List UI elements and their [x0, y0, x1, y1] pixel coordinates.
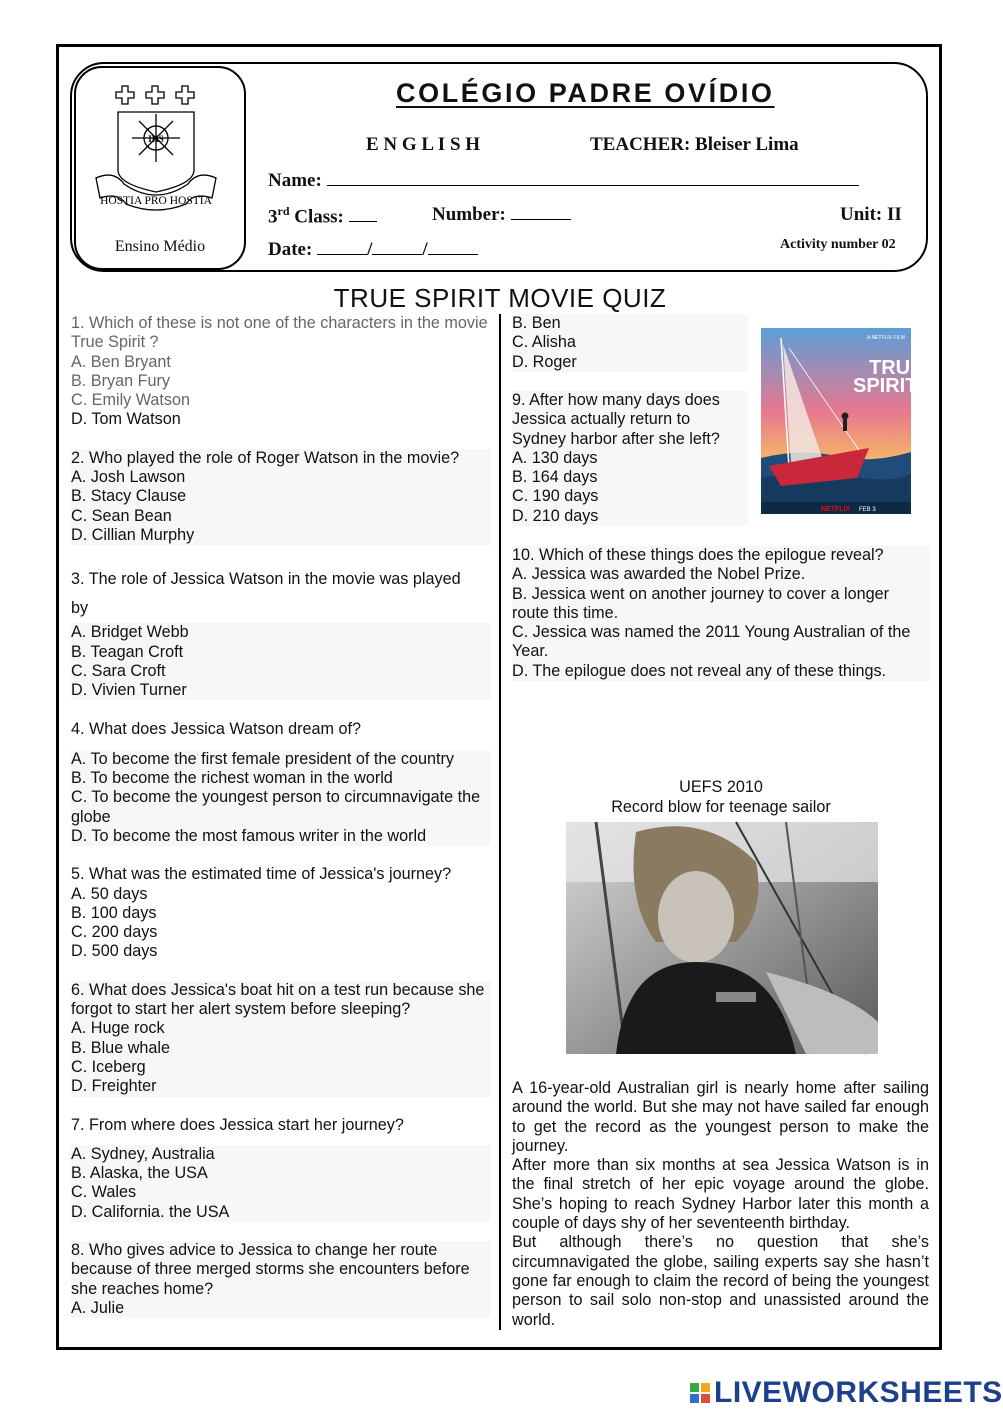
option-1a[interactable]: A. Ben Bryant — [71, 352, 171, 371]
option-5a[interactable]: A. 50 days — [71, 884, 148, 903]
option-8c[interactable]: C. Alisha — [512, 333, 576, 352]
quiz-title: TRUE SPIRIT MOVIE QUIZ — [333, 283, 667, 313]
question-1 — [71, 314, 491, 430]
question-8-continued — [512, 314, 748, 372]
article-paragraph-2: After more than six months at sea Jessica Watson is in the final stretch of her epic voyage around the globe. She’s hoping to reach Sydney Harbor later this month a couple of days shy of her seventeenth birthday. — [512, 1156, 929, 1233]
option-5b[interactable]: B. 100 days — [71, 903, 157, 922]
education-level: Ensino Médio — [114, 238, 206, 255]
option-5d[interactable]: D. 500 days — [71, 942, 158, 961]
liveworksheets-wordmark: LIVEWORKSHEETS — [714, 1376, 1003, 1409]
option-3c[interactable]: C. Sara Croft — [71, 661, 166, 680]
liveworksheets-logo[interactable] — [690, 1376, 1003, 1410]
subject-label: E N G L I S H — [366, 134, 481, 155]
poster-netflix-logo: NETFLIX — [821, 506, 851, 513]
option-4a[interactable]: A. To become the first female president of the country — [71, 749, 455, 768]
class-label-sup: rd — [277, 204, 290, 218]
poster-release-date: FEB 3 — [859, 507, 876, 513]
question-6-text: 6. What does Jessica's boat hit on a test run because she forgot to start her alert system before sleeping? — [71, 980, 485, 1019]
school-crest-icon — [94, 78, 232, 218]
question-10-text: 10. Which of these things does the epilogue reveal? — [512, 546, 884, 564]
option-7a[interactable]: A. Sydney, Australia — [71, 1144, 215, 1163]
option-8a[interactable]: A. Julie — [71, 1298, 125, 1317]
poster-artwork-icon — [761, 328, 924, 514]
date-row — [268, 239, 478, 261]
class-label: Class: — [289, 206, 344, 228]
liveworksheets-grid-icon — [690, 1383, 710, 1403]
question-2 — [71, 449, 491, 545]
number-field[interactable] — [511, 205, 571, 220]
column-divider — [499, 314, 501, 1330]
poster-title-line2: SPIRIT — [853, 375, 918, 397]
date-month-field[interactable] — [372, 240, 422, 255]
question-5-text: 5. What was the estimated time of Jessica's journey? — [71, 865, 452, 884]
option-2c[interactable]: C. Sean Bean — [71, 506, 172, 525]
article-paragraph-1: A 16-year-old Australian girl is nearly home after sailing around the world. But she may not have sailed far enough to get the record as the youngest person to make the journey. — [512, 1079, 929, 1155]
date-day-field[interactable] — [317, 240, 367, 255]
question-6 — [71, 981, 491, 1097]
option-1c[interactable]: C. Emily Watson — [71, 391, 191, 410]
option-2d[interactable]: D. Cillian Murphy — [71, 525, 195, 544]
date-slash-1: / — [367, 239, 373, 260]
name-field[interactable] — [327, 171, 859, 186]
name-label: Name: — [268, 170, 322, 191]
question-5 — [71, 865, 491, 961]
question-9-text: 9. After how many days does Jessica actually return to Sydney harbor after she left? — [512, 391, 720, 448]
question-3-text: 3. The role of Jessica Watson in the movie was played — [71, 570, 461, 589]
class-label-prefix: 3 — [268, 206, 278, 228]
option-4b[interactable]: B. To become the richest woman in the world — [71, 769, 393, 788]
option-2a[interactable]: A. Josh Lawson — [71, 468, 186, 487]
crest-emblem-text: IHS — [148, 134, 164, 144]
poster-title-line1: TRUE — [869, 357, 924, 379]
option-3a[interactable]: A. Bridget Webb — [71, 623, 189, 642]
source-label: UEFS 2010 — [679, 778, 763, 796]
question-2-text: 2. Who played the role of Roger Watson in the movie? — [71, 448, 460, 467]
option-10a[interactable]: A. Jessica was awarded the Nobel Prize. — [512, 565, 806, 584]
sailor-photo — [566, 822, 878, 1054]
question-3-text-cont: by — [71, 599, 89, 618]
school-name: COLÉGIO PADRE OVÍDIO — [396, 78, 775, 108]
number-label: Number: — [432, 204, 506, 225]
question-10 — [512, 546, 930, 681]
name-row — [268, 170, 859, 192]
left-column — [71, 314, 491, 1318]
option-6c[interactable]: C. Iceberg — [71, 1057, 146, 1076]
question-8 — [71, 1241, 491, 1318]
teacher-label: TEACHER: Bleiser Lima — [590, 134, 799, 155]
option-6a[interactable]: A. Huge rock — [71, 1019, 165, 1038]
question-3 — [71, 565, 491, 700]
option-1b[interactable]: B. Bryan Fury — [71, 371, 170, 390]
option-8b[interactable]: B. Ben — [512, 314, 561, 332]
option-1d[interactable]: D. Tom Watson — [71, 410, 181, 429]
option-7c[interactable]: C. Wales — [71, 1183, 137, 1202]
option-2b[interactable]: B. Stacy Clause — [71, 487, 187, 506]
number-row — [432, 204, 571, 226]
date-year-field[interactable] — [428, 240, 478, 255]
option-9c[interactable]: C. 190 days — [512, 487, 599, 506]
sailor-photo-icon — [566, 822, 878, 1054]
question-7 — [71, 1116, 491, 1222]
option-10b[interactable]: B. Jessica went on another journey to cover a longer route this time. — [512, 584, 890, 622]
option-10d[interactable]: D. The epilogue does not reveal any of these things. — [512, 661, 887, 680]
crest-motto: HOSTIA PRO HOSTIA — [100, 195, 212, 207]
question-7-text: 7. From where does Jessica start her journey? — [71, 1115, 404, 1134]
article-paragraph-3: But although there’s no question that she’s circumnavigated the globe, sailing experts say she hasn’t gone far enough to claim the record of being the youngest person to sail solo non-stop and unassisted around the world. — [512, 1233, 929, 1329]
option-4d[interactable]: D. To become the most famous writer in the world — [71, 826, 427, 845]
question-4-text: 4. What does Jessica Watson dream of? — [71, 720, 362, 739]
option-9d[interactable]: D. 210 days — [512, 506, 599, 525]
activity-number: Activity number 02 — [780, 237, 896, 252]
school-logo — [74, 66, 246, 270]
option-4c[interactable]: C. To become the youngest person to circumnavigate the globe — [71, 788, 481, 826]
article-headline: Record blow for teenage sailor — [611, 798, 831, 816]
option-10c[interactable]: C. Jessica was named the 2011 Young Australian of the Year. — [512, 623, 911, 661]
option-9b[interactable]: B. 164 days — [512, 468, 598, 487]
question-8-text: 8. Who gives advice to Jessica to change her route because of three merged storms she encounters before she reaches home? — [71, 1240, 470, 1298]
date-label: Date: — [268, 239, 313, 260]
option-5c[interactable]: C. 200 days — [71, 923, 158, 942]
question-9 — [512, 391, 748, 526]
movie-poster — [761, 328, 924, 514]
option-6b[interactable]: B. Blue whale — [71, 1038, 170, 1057]
question-1-text: 1. Which of these is not one of the characters in the movie True Spirit ? — [71, 314, 488, 352]
class-row — [268, 204, 377, 228]
option-9a[interactable]: A. 130 days — [512, 448, 598, 467]
unit-label: Unit: II — [840, 204, 902, 225]
option-7d[interactable]: D. California. the USA — [71, 1202, 230, 1221]
option-7b[interactable]: B. Alaska, the USA — [71, 1164, 208, 1183]
question-4 — [71, 720, 491, 846]
option-3b[interactable]: B. Teagan Croft — [71, 642, 184, 661]
option-8d[interactable]: D. Roger — [512, 352, 577, 371]
class-field[interactable] — [349, 207, 377, 222]
date-slash-2: / — [422, 239, 428, 260]
option-3d[interactable]: D. Vivien Turner — [71, 681, 187, 700]
poster-badge: A NETFLIX FILM — [867, 335, 905, 341]
option-6d[interactable]: D. Freighter — [71, 1077, 157, 1096]
article-text — [512, 1079, 929, 1330]
